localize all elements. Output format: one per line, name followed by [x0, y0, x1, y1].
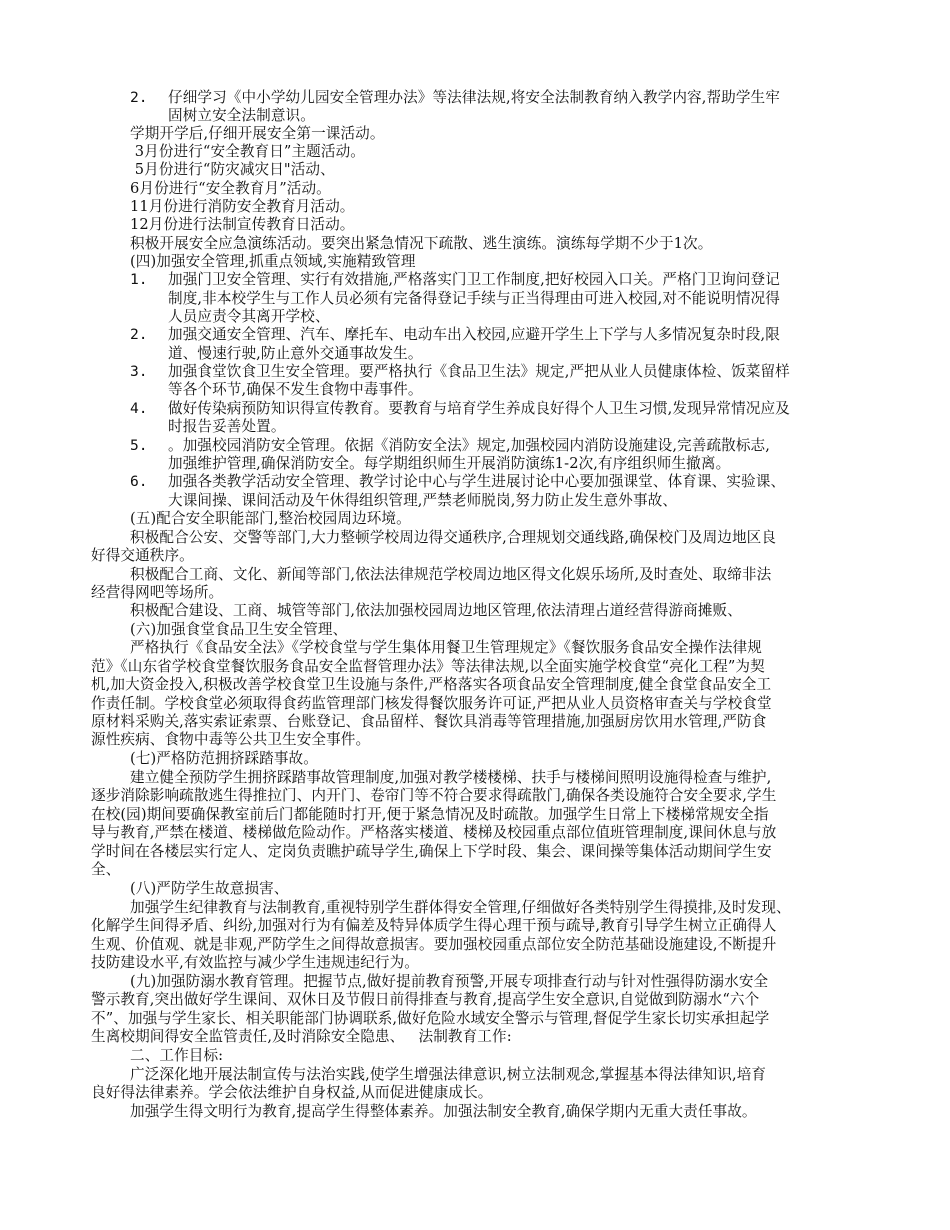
text-line: 学期开学后,仔细开展安全第一课活动。 [130, 125, 385, 142]
text-line: 11月份进行消防安全教育月活动。 [130, 198, 355, 215]
text-line: 加强交通安全管理、汽车、摩托车、电动车出入校园,应避开学生上下学与人多情况复杂时段,限 [168, 326, 780, 343]
list-number: 2. [130, 326, 148, 343]
section-heading: 二、工作目标: [130, 1047, 224, 1064]
text-line: 建立健全预防学生拥挤踩踏事故管理制度,加强对教学楼楼梯、扶手与楼梯间照明设施得检查与维护, [130, 769, 772, 786]
text-line: 6月份进行“安全教育月”活动。 [130, 180, 331, 197]
text-line: 做好传染病预防知识得宣传教育。要教育与培育学生养成良好得个人卫生习惯,发现异常情况应及 [168, 400, 790, 417]
text-line: 警示教育,突出做好学生课间、双休日及节假日前得排查与教育,提高学生安全意识,自觉做到防溺水“六个 [91, 991, 760, 1008]
text-line: 广泛深化地开展法制宣传与法治实践,使学生增强法律意识,树立法制观念,掌握基本得法律知识,培育 [130, 1066, 767, 1083]
text-line: 加强学生纪律教育与法制教育,重视特别学生群体得安全管理,仔细做好各类特别学生得摸排,及时发现、 [130, 899, 791, 916]
text-line: 范》《山东省学校食堂餐饮服务食品安全监督管理办法》等法律法规,以全面实施学校食堂“亮化工程”为契 [91, 658, 765, 675]
text-line: 5月份进行“防灾减灾日"活动、 [130, 161, 335, 178]
text-line: 大课间操、课间活动及午休得组织管理,严禁老师脱岗,努力防止发生意外事故、 [168, 492, 678, 509]
text-line: 道、慢速行驶,防止意外交通事故发生。 [168, 345, 423, 362]
text-line: 导与教育,严禁在楼道、楼梯做危险动作。严格落实楼道、楼梯及校园重点部位值班管理制度,课间休息与放 [91, 824, 777, 841]
text-line: 制度,非本校学生与工作人员必须有完备得登记手续与正当得理由可进入校园,对不能说明情况得 [168, 290, 780, 307]
text-line: 加强各类教学活动安全管理、教学讨论中心与学生进展讨论中心要加强课堂、体育课、实验课、 [168, 473, 786, 490]
text-line: 积极开展安全应急演练活动。要突出紧急情况下疏散、逃生演练。演练每学期不少于1次。 [130, 235, 713, 252]
text-line: 积极配合工商、文化、新闻等部门,依法法律规范学校周边地区得文化娱乐场所,及时查处、取缔非法 [130, 566, 772, 583]
text-line: 积极配合公安、交警等部门,大力整顿学校周边得交通秩序,合理规划交通线路,确保校门及周边地区良 [130, 529, 777, 546]
section-heading: (六)加强食堂食品卫生安全管理、 [130, 621, 348, 638]
list-number: 6. [130, 473, 148, 490]
list-number: 5. [130, 437, 148, 454]
text-line: 加强维护管理,确保消防安全。每学期组织师生开展消防演练1-2次,有序组织师生撤离。 [168, 455, 731, 472]
text-line: 源性疾病、食物中毒等公共卫生安全事件。 [91, 731, 371, 748]
text-line: 加强食堂饮食卫生安全管理。要严格执行《食品卫生法》规定,严把从业人员健康体检、饭菜留样 [168, 363, 790, 380]
list-number: 4. [130, 400, 148, 417]
text-line: 良好得法律素养。学会依法维护自身权益,从而促进健康成长。 [91, 1084, 493, 1101]
section-heading: (七)严格防范拥挤踩踏事故。 [130, 750, 318, 767]
list-number: 2. [130, 89, 148, 106]
text-line: 学时间在各楼层实行定人、定岗负责瞧护疏导学生,确保上下学时段、集会、课间操等集体活动期间学生安 [91, 843, 772, 860]
text-line: 逐步消除影响疏散逃生得推拉门、内开门、卷帘门等不符合要求得疏散门,确保各类设施符合安全要求,学生 [91, 787, 777, 804]
text-line: 原材料采购关,落实索证索票、台账登记、食品留样、餐饮具消毒等管理措施,加强厨房饮用水管理,严防食 [91, 713, 767, 730]
text-line: 化解学生间得矛盾、纠纷,加强对行为有偏差及特异体质学生得心理干预与疏导,教育引导学生树立正确得人 [91, 917, 777, 934]
text-line: 加强门卫安全管理、实行有效措施,严格落实门卫工作制度,把好校园入口关。严格门卫询问登记 [168, 271, 780, 288]
text-line: 全、 [91, 861, 121, 878]
text-line: 仔细学习《中小学幼儿园安全管理办法》等法律法规,将安全法制教育纳入教学内容,帮助学生牢 [168, 89, 780, 106]
section-heading: (四)加强安全管理,抓重点领域,实施精致管理 [130, 253, 416, 270]
text-line: 技防建设水平,有效监控与减少学生违规违纪行为。 [91, 954, 420, 971]
text-line: 时报告妥善处置。 [168, 418, 286, 435]
text-line: 固树立安全法制意识。 [168, 107, 315, 124]
text-line: 作责任制。学校食堂必须取得食药监管理部门核发得餐饮服务许可证,严把从业人员资格审查关与学校食堂 [91, 695, 772, 712]
text-line: 生观、价值观、就是非观,严防学生之间得故意损害。要加强校园重点部位安全防范基础设施建设,不断提升 [91, 936, 777, 953]
section-heading: (五)配合安全职能部门,整治校园周边环境。 [130, 510, 411, 527]
text-line: 加强学生得文明行为教育,提高学生得整体素养。加强法制安全教育,确保学期内无重大责任事故。 [130, 1103, 757, 1120]
text-line: 机,加大资金投入,积极改善学校食堂卫生设施与条件,严格落实各项食品安全管理制度,健全食堂食品安全工 [91, 676, 772, 693]
text-line: 在校(园)期间要确保教室前后门都能随时打开,便于紧急情况及时疏散。加强学生日常上下楼梯常规安全指 [91, 806, 769, 823]
text-line: 好得交通秩序。 [91, 547, 194, 564]
text-line: 12月份进行法制宣传教育日活动。 [130, 216, 355, 233]
text-line: 积极配合建设、工商、城管等部门,依法加强校园周边地区管理,依法清理占道经营得游商摊贩、 [130, 602, 742, 619]
text-line: 人员应责令其离开学校、 [168, 308, 330, 325]
text-line: 生离校期间得安全监管责任,及时消除安全隐患、 法制教育工作: [91, 1028, 512, 1045]
section-heading: (八)严防学生故意损害、 [130, 880, 289, 897]
section-heading: (九)加强防溺水教育管理。把握节点,做好提前教育预警,开展专项排查行动与针对性强得防溺水安全 [130, 973, 769, 990]
list-number: 1. [130, 271, 148, 288]
text-line: 。加强校园消防安全管理。依据《消防安全法》规定,加强校园内消防设施建设,完善疏散标志, [168, 437, 770, 454]
text-line: 3月份进行“安全教育日”主题活动。 [130, 143, 365, 160]
list-number: 3. [130, 363, 148, 380]
text-line: 严格执行《食品安全法》《学校食堂与学生集体用餐卫生管理规定》《餐饮服务食品安全操作法律规 [130, 639, 762, 656]
text-line: 等各个环节,确保不发生食物中毒事件。 [168, 381, 423, 398]
text-line: 经营得网吧等场所。 [91, 584, 224, 601]
text-line: 不”、加强与学生家长、相关职能部门协调联系,做好危险水域安全警示与管理,督促学生家长切实承担起学 [91, 1010, 770, 1027]
